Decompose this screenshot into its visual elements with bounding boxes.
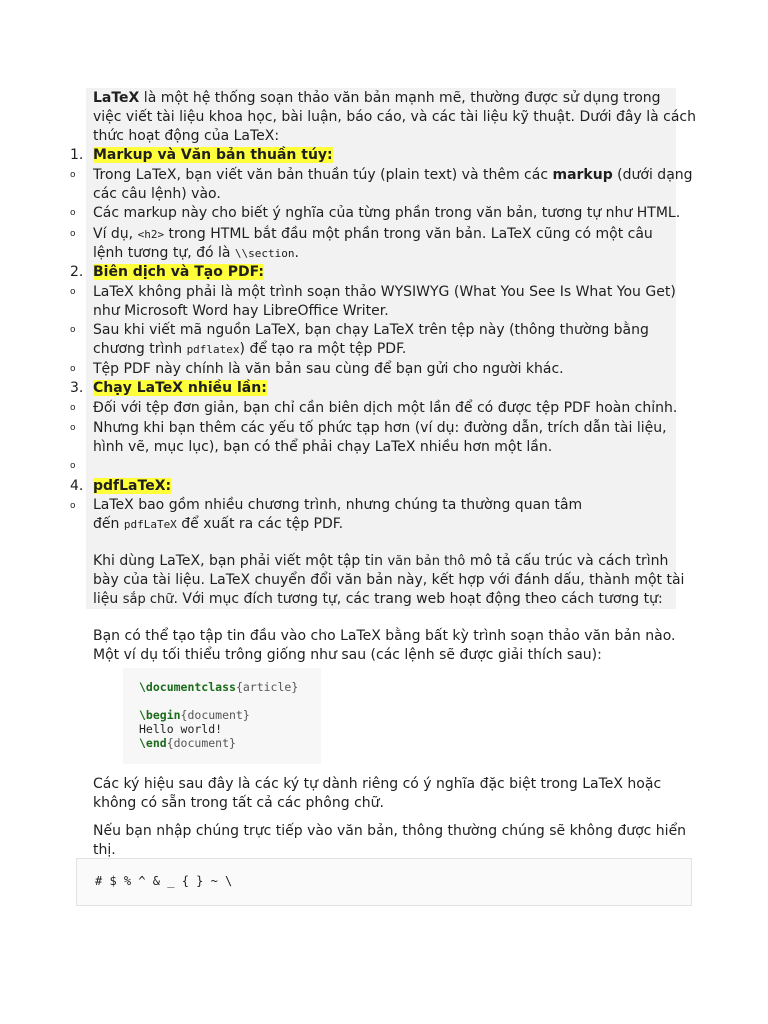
list-item: LaTeX không phải là một trình soạn thảo WYSIWYG (What You See Is What You Get): [93, 284, 676, 300]
paragraph-line: Khi dùng LaTeX, bạn phải viết một tập tin văn bản thô mô tả cấu trúc và cách trình: [93, 553, 669, 569]
list-item: đến pdfLaTeX để xuất ra các tệp PDF.: [93, 516, 344, 532]
bullet-icon: o: [70, 461, 76, 471]
list-item: Nhưng khi bạn thêm các yếu tố phức tạp hơn (ví dụ: đường dẫn, trích dẫn tài liệu,: [93, 420, 667, 436]
list-number: 2.: [70, 264, 84, 280]
list-item: Đối với tệp đơn giản, bạn chỉ cần biên dịch một lần để có được tệp PDF hoàn chỉnh.: [93, 400, 678, 416]
bullet-icon: o: [70, 423, 76, 433]
list-item: LaTeX bao gồm nhiều chương trình, nhưng chúng ta thường quan tâm: [93, 497, 583, 513]
list-number: 1.: [70, 147, 84, 163]
bullet-icon: o: [70, 208, 76, 218]
special-characters: # $ % ^ & _ { } ~ \: [95, 874, 233, 888]
bullet-icon: o: [70, 501, 76, 511]
paragraph-line: Một ví dụ tối thiểu trông giống như sau (các lệnh sẽ được giải thích sau):: [93, 647, 602, 663]
list-item: Sau khi viết mã nguồn LaTeX, bạn chạy LaTeX trên tệp này (thông thường bằng: [93, 322, 649, 338]
bullet-icon: o: [70, 287, 76, 297]
section-heading: pdfLaTeX:: [93, 478, 172, 494]
list-item: Ví dụ, <h2> trong HTML bắt đầu một phần trong văn bản. LaTeX cũng có một câu: [93, 226, 653, 242]
paragraph-line: thị.: [93, 842, 116, 858]
paragraph-line: Bạn có thể tạo tập tin đầu vào cho LaTeX bằng bất kỳ trình soạn thảo văn bản nào.: [93, 628, 676, 644]
list-number: 4.: [70, 478, 84, 494]
paragraph-line: Nếu bạn nhập chúng trực tiếp vào văn bản, thông thường chúng sẽ không được hiển: [93, 823, 687, 839]
bullet-icon: o: [70, 170, 76, 180]
paragraph-line: liệu sắp chữ. Với mục đích tương tự, các trang web hoạt động theo cách tương tự:: [93, 591, 663, 607]
list-item: Trong LaTeX, bạn viết văn bản thuần túy (plain text) và thêm các markup (dưới dạng: [93, 167, 693, 183]
list-item: Tệp PDF này chính là văn bản sau cùng để bạn gửi cho người khác.: [93, 361, 564, 377]
list-item: các câu lệnh) vào.: [93, 186, 221, 202]
section-heading: Chạy LaTeX nhiều lần:: [93, 380, 267, 396]
paragraph-line: bày của tài liệu. LaTeX chuyển đổi văn bản này, kết hợp với đánh dấu, thành một tài: [93, 572, 685, 588]
bullet-icon: o: [70, 229, 76, 239]
intro-line: thức hoạt động của LaTeX:: [93, 128, 280, 144]
list-item: Các markup này cho biết ý nghĩa của từng phần trong văn bản, tương tự như HTML.: [93, 205, 681, 221]
list-item: lệnh tương tự, đó là \\section.: [93, 245, 299, 261]
bullet-icon: o: [70, 364, 76, 374]
section-heading: Biên dịch và Tạo PDF:: [93, 264, 264, 280]
list-item: như Microsoft Word hay LibreOffice Writer.: [93, 303, 389, 319]
bullet-icon: o: [70, 403, 76, 413]
bullet-icon: o: [70, 325, 76, 335]
paragraph-line: Các ký hiệu sau đây là các ký tự dành riêng có ý nghĩa đặc biệt trong LaTeX hoặc: [93, 776, 662, 792]
list-item: chương trình pdflatex) để tạo ra một tệp PDF.: [93, 341, 407, 357]
intro-line: LaTeX là một hệ thống soạn thảo văn bản mạnh mẽ, thường được sử dụng trong: [93, 90, 661, 106]
special-characters-box: [76, 858, 692, 906]
intro-line: việc viết tài liệu khoa học, bài luận, báo cáo, và các tài liệu kỹ thuật. Dưới đây là cách: [93, 109, 696, 125]
list-number: 3.: [70, 380, 84, 396]
code-block: \documentclass{article} \begin{document} Hello world! \end{document}: [123, 668, 321, 764]
paragraph-line: không có sẵn trong tất cả các phông chữ.: [93, 795, 384, 811]
list-item: hình vẽ, mục lục), bạn có thể phải chạy LaTeX nhiều hơn một lần.: [93, 439, 553, 455]
section-heading: Markup và Văn bản thuần túy:: [93, 147, 333, 163]
